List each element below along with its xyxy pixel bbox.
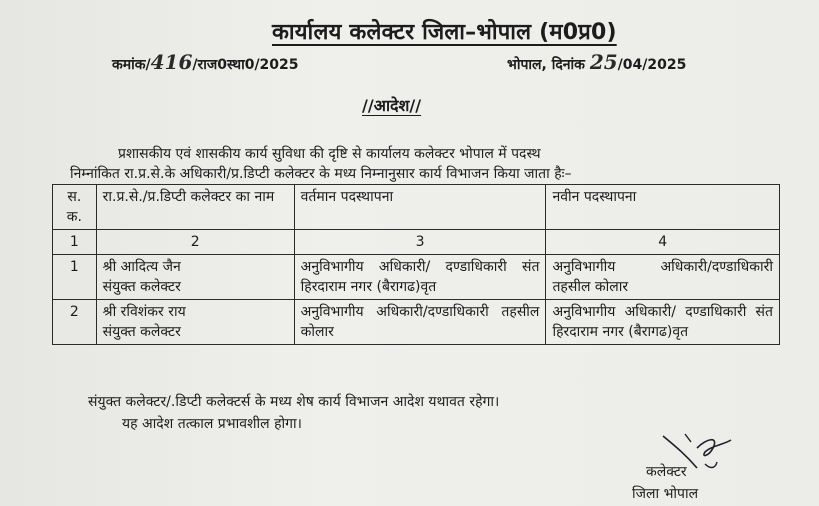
column-number: 2: [96, 230, 294, 255]
table-row: [53, 300, 780, 345]
officer-name: श्री रविशंकर राय: [102, 304, 186, 320]
order-paragraph-line2: निम्नांकित रा.प्र.से.के अधिकारी/प्र.डिप्टी कलेक्टर के मध्य निम्नानुसार कार्य विभाजन किया जाता हैः–: [70, 166, 572, 182]
officer-cell: [96, 255, 294, 300]
date-label: भोपाल, दिनांक: [507, 57, 585, 73]
officer-name: श्री आदित्य जैन: [102, 259, 181, 275]
row-sno: 1: [53, 255, 97, 300]
ref-suffix: /राज0स्था0/2025: [192, 57, 299, 73]
header-officer-name: रा.प्र.से./प्र.डिप्टी कलेक्टर का नाम: [96, 185, 294, 230]
column-number-row: [53, 230, 780, 255]
new-posting-cell: अनुविभागीय अधिकारी/ दण्डाधिकारी संत हिरदाराम नगर (बैरागढ)वृत: [546, 300, 780, 345]
row-sno: 2: [53, 300, 97, 345]
header-sno: स. क.: [53, 185, 97, 230]
issue-date: [507, 50, 686, 74]
order-paragraph-line1: प्रशासकीय एवं शासकीय कार्य सुविधा की दृष्टि से कार्यालय कलेक्टर भोपाल में पदस्थ: [118, 146, 541, 162]
new-posting-cell: अनुविभागीय अधिकारी/दण्डाधिकारी तहसील कोलार: [546, 255, 780, 300]
signatory-district: जिला भोपाल: [632, 486, 699, 502]
officer-designation: संयुक्त कलेक्टर: [102, 279, 181, 295]
table-row: [53, 255, 780, 300]
column-number: 1: [53, 230, 97, 255]
order-heading: //आदेश//: [362, 96, 422, 115]
header-current-posting: वर्तमान पदस्थापना: [294, 185, 546, 230]
officer-designation: संयुक्त कलेक्टर: [102, 324, 181, 340]
date-rest: /04/2025: [617, 57, 687, 73]
allocation-table: [52, 184, 780, 345]
signatory-title: कलेक्टर: [646, 464, 687, 480]
reference-number: [112, 50, 299, 74]
date-handwritten-day: 25: [589, 50, 618, 74]
column-number: 3: [294, 230, 546, 255]
ref-handwritten-number: 416: [150, 50, 193, 74]
officer-cell: [96, 300, 294, 345]
ref-label: कमांक/: [112, 57, 151, 73]
current-posting-cell: अनुविभागीय अधिकारी/दण्डाधिकारी तहसील कोलार: [294, 300, 546, 345]
office-title: कार्यालय कलेक्टर जिला–भोपाल (म0प्र0): [272, 20, 617, 45]
column-number: 4: [546, 230, 780, 255]
current-posting-cell: अनुविभागीय अधिकारी/ दण्डाधिकारी संत हिरदाराम नगर (बैरागढ)वृत: [294, 255, 546, 300]
footer-note-line1: संयुक्त कलेक्टर/.डिप्टी कलेक्टर्स के मध्य शेष कार्य विभाजन आदेश यथावत रहेगा।: [88, 394, 500, 410]
footer-note-line2: यह आदेश तत्काल प्रभावशील होगा।: [122, 416, 302, 432]
header-new-posting: नवीन पदस्थापना: [546, 185, 780, 230]
table-header-row: [53, 185, 780, 230]
